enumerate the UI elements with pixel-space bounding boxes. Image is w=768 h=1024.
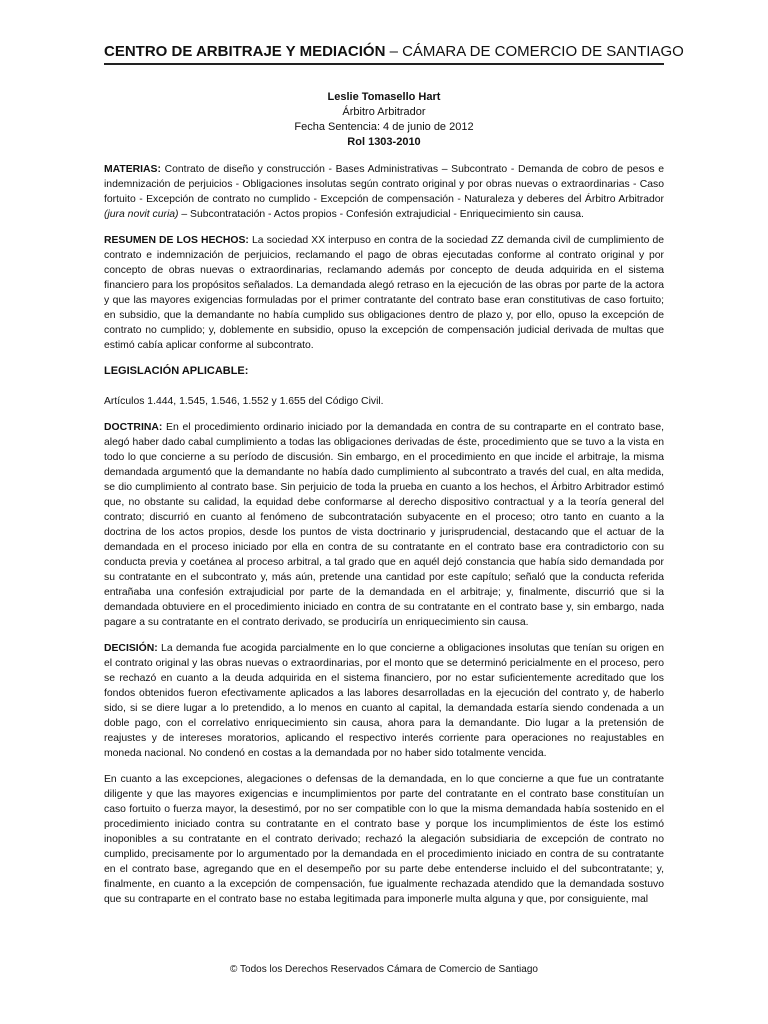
resumen-paragraph bbox=[104, 233, 664, 353]
case-rol: Rol 1303-2010 bbox=[347, 136, 421, 148]
arbiter-role: Árbitro Arbitrador bbox=[342, 106, 426, 118]
resumen-label: RESUMEN DE LOS HECHOS: bbox=[104, 235, 249, 246]
decision-paragraph bbox=[104, 641, 664, 761]
materias-label: MATERIAS: bbox=[104, 164, 161, 175]
header-org: CENTRO DE ARBITRAJE Y MEDIACIÓN bbox=[104, 43, 386, 60]
decision-label: DECISIÓN: bbox=[104, 643, 158, 654]
resumen-text: La sociedad XX interpuso en contra de la sociedad ZZ demanda civil de cumplimiento de contrato e indemnización de perjuicios, reclamando el pago de obras ejecutadas conforme al contrato original y por concepto de obras nuevas o extraordinarias, reclamando además por concepto de deuda adquirida en el sistema financiero para los propósitos señalados. La demandada alegó retraso en la ejecución de las obras por parte de la actora y que las mayores exigencias formuladas por el primer contratante del contrato base eran constitutivas de caso fortuito; en subsidio, que la demandante no había cumplido sus obligaciones dentro de plazo y, por ello, opuso la excepción de contrato no cumplido; y, doblemente en subsidio, opuso la excepción de compensación judicial derivada de multas que estimó cabía aplicar conforme al subcontrato. bbox=[104, 235, 664, 351]
doctrina-paragraph bbox=[104, 420, 664, 630]
legislacion-text: Artículos 1.444, 1.545, 1.546, 1.552 y 1.655 del Código Civil. bbox=[104, 396, 384, 407]
decision-text: La demanda fue acogida parcialmente en lo que concierne a obligaciones insolutas que tenían su origen en el contrato original y las obras nuevas o extraordinarias, por el monto que se determinó pericialmente en el proceso, pero se rechazó en cuanto a la deuda adquirida en el sistema financiero, por no estar suficientemente acreditado que los fondos obtenidos fueron efectivamente aplicados a las labores desarrolladas en la ejecución del contrato y, de haberlo sido, si se diere lugar a lo pretendido, a lo menos en cuanto al capital, la demandada estaría siendo condenada a un doble pago, con el correlativo enriquecimiento sin causa, ahora para la demandante. Dio lugar a la pretensión de reajustes y de intereses moratorios, aplicando el respectivo interés corriente para operaciones no reajustables en moneda nacional. No condenó en costas a la demandada por no haber sido totalmente vencida. bbox=[104, 643, 664, 759]
document-body bbox=[104, 162, 664, 918]
materias-text-b: – Subcontratación - Actos propios - Confesión extrajudicial - Enriquecimiento sin causa. bbox=[178, 209, 584, 220]
doctrina-text: En el procedimiento ordinario iniciado por la demandada en contra de su contraparte en el contrato base, alegó haber dado cabal cumplimiento a todas las obligaciones derivadas de éste, procedimiento que se tuvo a la vista en todo lo que concierne a su período de discusión. Sin embargo, en el procedimiento en que incide el arbitraje, la misma demandada argumentó que la demandante no había dado cumplimiento al subcontrato a través del cual, en alta medida, se dio cumplimiento al contrato base. Sin perjuicio de toda la prueba en cuanto a los hechos, el Árbitro Arbitrador estimó que, no obstante su calidad, la equidad debe conformarse al derecho dispositivo contractual y a la teoría general del contrato; discurrió en cuanto al fenómeno de subcontratación subyacente en el proceso; otro tanto en cuanto a la doctrina de los actos propios, desde los puntos de vista doctrinario y jurisprudencial, destacando que el actuar de la demandada en el proceso iniciado por ella en contra de su contratante en el contrato base era contradictorio con su conducta previa y coetánea al proceso arbitral, a tal grado que en aquél dejó constancia que había sido demandada por su contratante en el subcontrato y, más aún, pretende una cantidad por este capítulo; señaló que la conducta referida entrañaba una confesión extrajudicial por parte de la demandada en el arbitraje; y, finalmente, discurrió que si la demandada obtuviere en el procedimiento iniciado en contra de su contratante en el contrato base y, sin embargo, nada pagare a su contratante en el contrato derivado, se produciría un enriquecimiento sin causa. bbox=[104, 422, 664, 628]
page-footer: © Todos los Derechos Reservados Cámara de Comercio de Santiago bbox=[230, 964, 538, 975]
header-chamber: – CÁMARA DE COMERCIO DE SANTIAGO bbox=[385, 43, 684, 60]
doctrina-label: DOCTRINA: bbox=[104, 422, 163, 433]
materias-paragraph bbox=[104, 162, 664, 222]
materias-text-italic: (jura novit curia) bbox=[104, 209, 179, 220]
page-header bbox=[104, 42, 684, 62]
materias-text-a: Contrato de diseño y construcción - Bases Administrativas – Subcontrato - Demanda de cobro de pesos e indemnización de perjuicios - Obligaciones insolutas según contrato original y por obras nuevas o extraordinarias - Caso fortuito - Excepción de contrato no cumplido - Excepción de compensación - Naturaleza y deberes del Árbitro Arbitrador bbox=[104, 164, 664, 205]
arbiter-name: Leslie Tomasello Hart bbox=[327, 91, 441, 103]
case-meta bbox=[104, 90, 664, 150]
header-rule bbox=[104, 63, 664, 65]
legislacion-title: LEGISLACIÓN APLICABLE: bbox=[104, 365, 249, 377]
sentence-date: Fecha Sentencia: 4 de junio de 2012 bbox=[294, 121, 474, 133]
excepciones-paragraph: En cuanto a las excepciones, alegaciones o defensas de la demandada, en lo que concierne a que fue un contratante diligente y que las mayores exigencias e incumplimientos por parte del contratante en el contrato base constituían un caso fortuito o fuerza mayor, la desestimó, por no ser compatible con lo que la misma demandada había sostenido en el procedimiento iniciado contra su contratante en el contrato base y porque los incumplimientos de éste los estimó inoponibles a su contratante en el contrato derivado; rechazó la alegación subsidiaria de excepción de contrato no cumplido, precisamente por lo argumentado por la demandada en el procedimiento iniciado en contra de su contratante en el contrato base, agregando que en el desempeño por su parte debe entenderse incluido el del subcontratante; y, finalmente, en cuanto a la excepción de compensación, fue igualmente rechazada atendido que la demandada sostuvo que su contraparte en el contrato base no estaba legitimada para imponerle multa alguna y que, por consiguiente, mal bbox=[104, 774, 664, 905]
